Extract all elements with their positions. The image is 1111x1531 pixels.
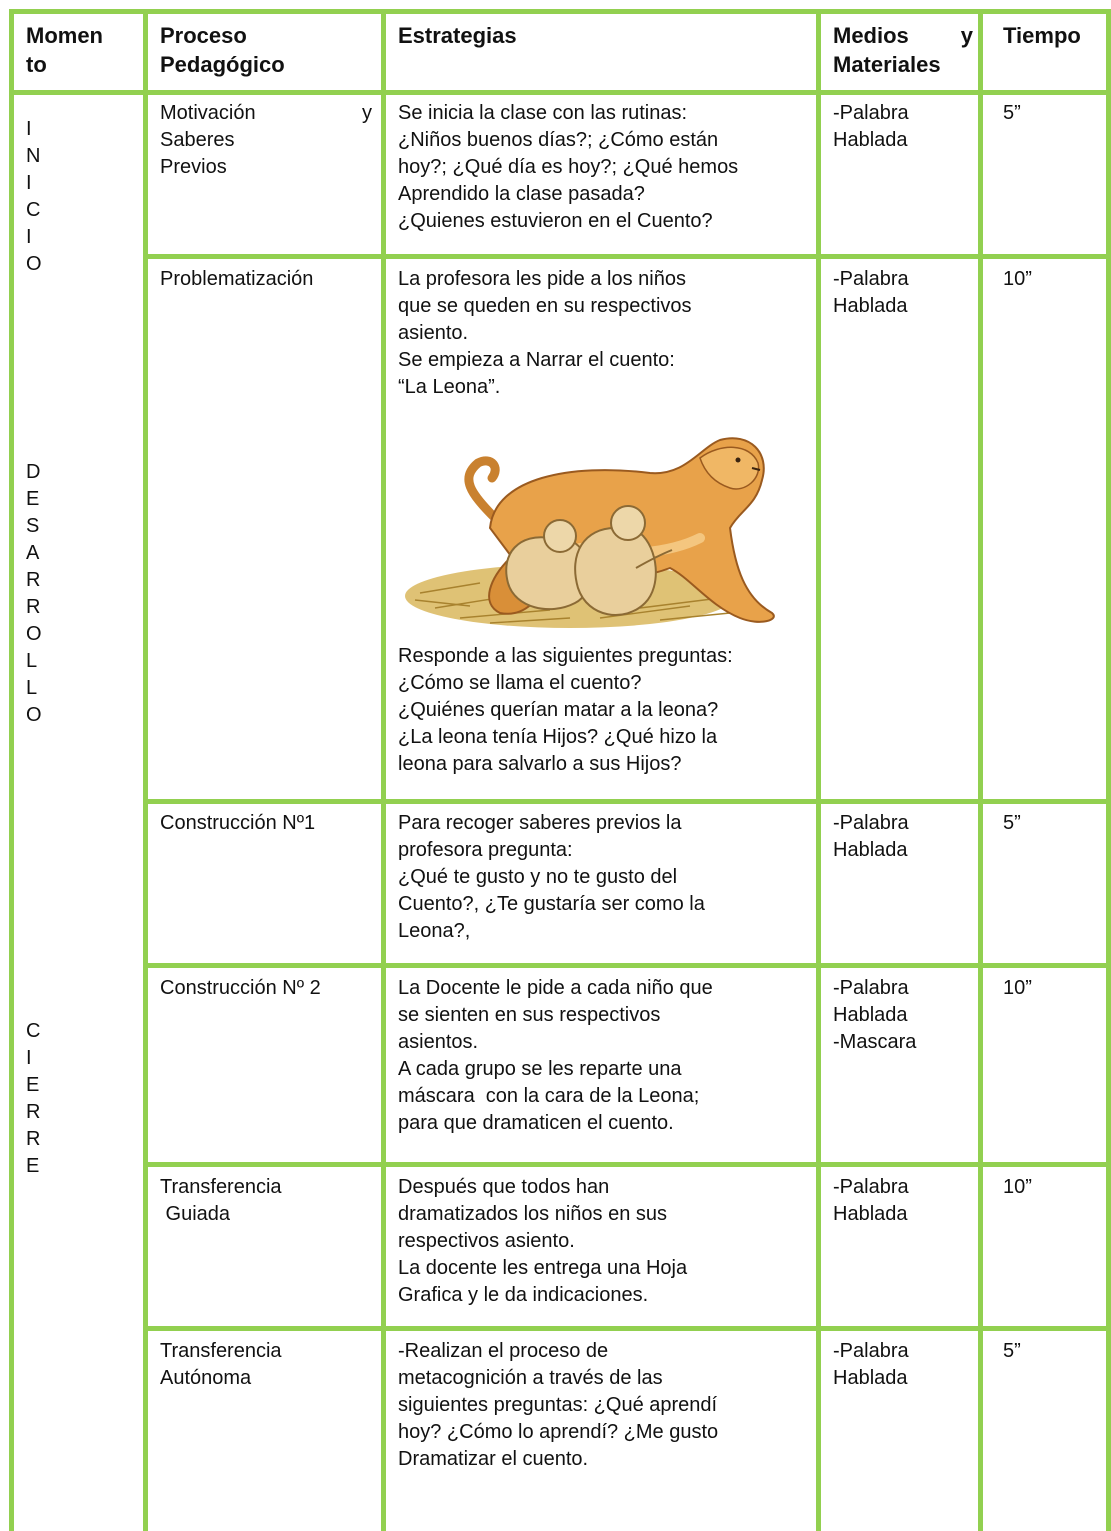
header-medios-word3: Materiales — [833, 52, 941, 77]
row6-proceso: Transferencia Autónoma — [160, 1340, 282, 1389]
row5-medios: -Palabra Hablada — [833, 1176, 909, 1225]
header-medios — [833, 21, 973, 79]
header-momento: Momen to — [26, 23, 103, 77]
row2-estrategias-bottom: Responde a las siguientes preguntas: ¿Cómo se llama el cuento? ¿Quiénes querían matar a la leona? ¿La leona tenía Hijos? ¿Qué hizo la leona para salvarlo a sus Hijos? — [398, 645, 733, 775]
row1-proceso — [160, 100, 372, 181]
row1-proceso-word1: Motivación — [160, 102, 256, 124]
row-divider-4 — [143, 1162, 1111, 1167]
momento-inicio: I N I C I O — [26, 118, 42, 275]
table-border-left — [9, 9, 14, 1531]
row2-tiempo: 10” — [1003, 268, 1032, 290]
row3-tiempo: 5” — [1003, 812, 1021, 834]
row1-proceso-word2: y — [362, 102, 372, 124]
momento-cierre: C I E R R E — [26, 1020, 41, 1177]
row1-tiempo: 5” — [1003, 102, 1021, 124]
row6-estrategias: -Realizan el proceso de metacognición a través de las siguientes preguntas: ¿Qué aprendí hoy? ¿Cómo lo aprendí? ¿Me gusto Dramatizar el cuento. — [398, 1340, 719, 1470]
header-estrategias: Estrategias — [398, 23, 517, 48]
table-border-col3 — [816, 9, 821, 1531]
header-tiempo: Tiempo — [1003, 23, 1081, 48]
row3-proceso: Construcción Nº1 — [160, 812, 316, 834]
row5-estrategias: Después que todos han dramatizados los niños en sus respectivos asiento. La docente les entrega una Hoja Grafica y le da indicaciones. — [398, 1176, 688, 1306]
row-divider-2 — [143, 799, 1111, 804]
header-medios-word1: Medios — [833, 23, 909, 48]
table-border-header — [9, 90, 1111, 95]
row5-tiempo: 10” — [1003, 1176, 1032, 1198]
row1-estrategias: Se inicia la clase con las rutinas: ¿Niños buenos días?; ¿Cómo están hoy?; ¿Qué día es hoy?; ¿Qué hemos Aprendido la clase pasada? ¿Quienes estuvieron en el Cuento? — [398, 102, 739, 232]
row4-estrategias: La Docente le pide a cada niño que se sienten en sus respectivos asientos. A cada grupo se les reparte una máscara con la cara de la Leona; para que dramaticen el cuento. — [398, 977, 713, 1134]
row3-medios: -Palabra Hablada — [833, 812, 909, 861]
row1-medios: -Palabra Hablada — [833, 102, 909, 151]
lioness-nursing-cubs-icon — [400, 418, 785, 640]
row6-medios: -Palabra Hablada — [833, 1340, 909, 1389]
table-border-right — [1106, 9, 1111, 1531]
table-border-col1 — [143, 9, 148, 1531]
table-border-col4 — [978, 9, 983, 1531]
row-divider-1 — [143, 254, 1111, 259]
row3-estrategias: Para recoger saberes previos la profesora pregunta: ¿Qué te gusto y no te gusto del Cuento?, ¿Te gustaría ser como la Leona?, — [398, 812, 705, 942]
table-border-top — [9, 9, 1111, 14]
row4-proceso: Construcción Nº 2 — [160, 977, 321, 999]
momento-desarrollo: D E S A R R O L L O — [26, 461, 42, 726]
row4-medios: -Palabra Hablada -Mascara — [833, 977, 917, 1053]
row-divider-3 — [143, 963, 1111, 968]
row-divider-5 — [143, 1326, 1111, 1331]
row5-proceso: Transferencia Guiada — [160, 1176, 282, 1225]
row2-medios: -Palabra Hablada — [833, 268, 909, 317]
row1-proceso-rest: Saberes Previos — [160, 129, 235, 178]
row4-tiempo: 10” — [1003, 977, 1032, 999]
table-border-col2 — [381, 9, 386, 1531]
header-proceso: Proceso Pedagógico — [160, 23, 285, 77]
row2-proceso: Problematización — [160, 268, 314, 290]
row6-tiempo: 5” — [1003, 1340, 1021, 1362]
row2-estrategias-top: La profesora les pide a los niños que se queden en su respectivos asiento. Se empieza a Narrar el cuento: “La Leona”. — [398, 268, 692, 398]
header-medios-word2: y — [960, 23, 973, 48]
